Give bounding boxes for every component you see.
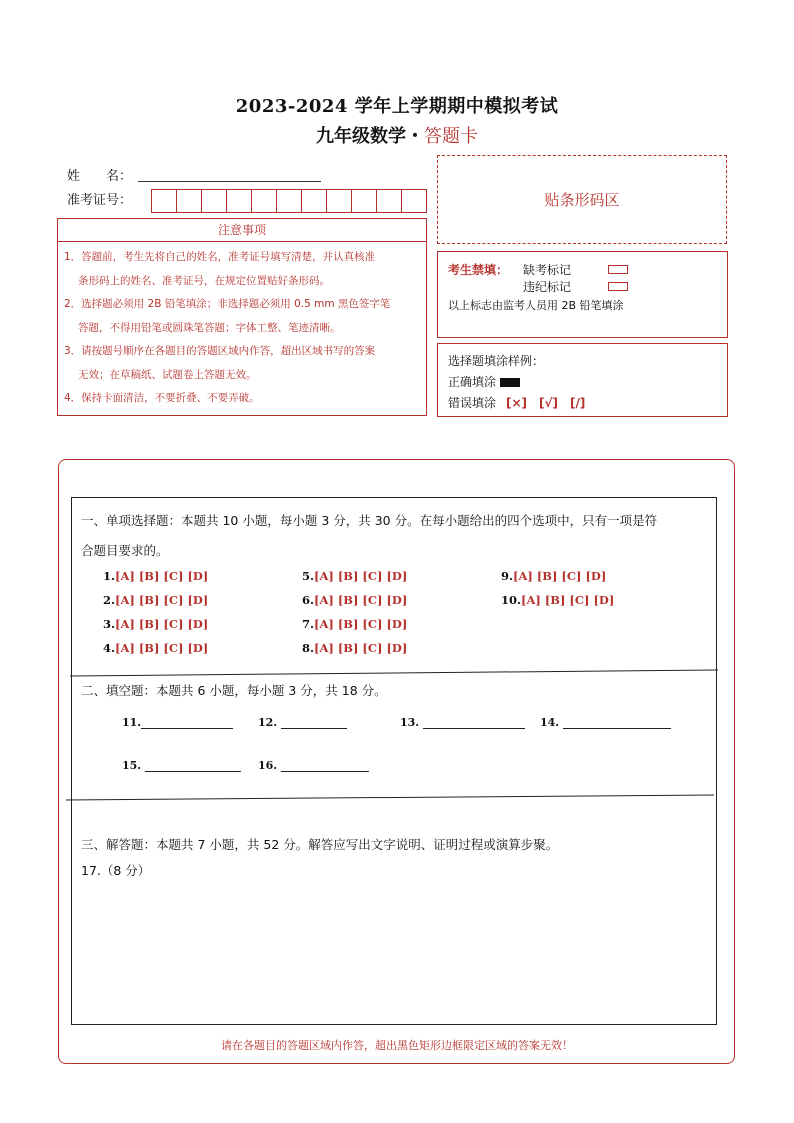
- blank-q12[interactable]: 12.: [258, 716, 347, 729]
- id-box[interactable]: [151, 189, 177, 213]
- sample-correct: [448, 373, 520, 390]
- sample-title: 选择题填涂样例：: [448, 354, 545, 368]
- notice-box: [57, 241, 427, 416]
- notice-item-cont: 无效；在草稿纸、试题卷上答题无效。: [78, 368, 257, 381]
- notice-item: 4．保持卡面清洁，不要折叠、不要弄破。: [64, 392, 260, 404]
- id-box[interactable]: [276, 189, 302, 213]
- notice-item: 1．答题前，考生先将自己的姓名，准考证号填写清楚，并认真核准: [64, 251, 376, 263]
- sample-wrong-label: 错误填涂: [448, 396, 497, 410]
- notice-item-cont: 答题，不得用铅笔或圆珠笔答题；字体工整、笔迹清晰。: [78, 321, 341, 334]
- answer-space-q17[interactable]: [72, 880, 716, 1022]
- sample-box: [437, 343, 728, 417]
- absent-label: 缺考标记: [523, 263, 572, 277]
- notice-heading: 注意事项: [57, 218, 427, 242]
- name-field[interactable]: [138, 180, 321, 182]
- blank-q15[interactable]: 15.: [122, 759, 241, 772]
- id-label: 准考证号：: [67, 193, 133, 208]
- notice-item: 3．请按题号顺序在各题目的答题区域内作答，超出区域书写的答案: [64, 345, 376, 357]
- choice-q4[interactable]: 4.[A] [B] [C] [D]: [103, 641, 209, 655]
- id-box[interactable]: [201, 189, 227, 213]
- prohibit-title: 考生禁填：: [448, 263, 509, 277]
- question-17-label: 17.（8 分）: [81, 863, 151, 878]
- id-box[interactable]: [376, 189, 402, 213]
- answer-line[interactable]: [281, 759, 369, 772]
- id-box[interactable]: [326, 189, 352, 213]
- id-box[interactable]: [251, 189, 277, 213]
- answer-line[interactable]: [145, 759, 241, 772]
- blank-q11[interactable]: 11.: [122, 716, 233, 729]
- sample-wrong: [448, 394, 585, 411]
- choice-q3[interactable]: 3.[A] [B] [C] [D]: [103, 617, 209, 631]
- sample-wrong-marks: [×] [√] [/]: [506, 396, 586, 410]
- section2-heading: 二、填空题：本题共 6 小题，每小题 3 分，共 18 分。: [81, 683, 387, 698]
- page-subtitle: [0, 122, 794, 148]
- answer-line[interactable]: [563, 716, 671, 729]
- prohibit-note: 以上标志由监考人员用 2B 铅笔填涂: [448, 299, 624, 312]
- choice-q8[interactable]: 8.[A] [B] [C] [D]: [302, 641, 408, 655]
- id-box[interactable]: [401, 189, 427, 213]
- subtitle-card: 答题卡: [424, 126, 478, 147]
- section-divider: [66, 790, 716, 804]
- sample-correct-label: 正确填涂: [448, 375, 497, 389]
- id-box[interactable]: [226, 189, 252, 213]
- section-divider: [70, 664, 720, 678]
- notice-item-cont: 条形码上的姓名、准考证号，在规定位置贴好条形码。: [78, 274, 330, 287]
- blank-q14[interactable]: 14.: [540, 716, 671, 729]
- section1-instruction: 一、单项选择题：本题共 10 小题，每小题 3 分，共 30 分。在每小题给出的四个选项中，只有一项是符: [81, 513, 658, 528]
- absent-mark-box[interactable]: [608, 265, 628, 274]
- violation-mark-box[interactable]: [608, 282, 628, 291]
- subtitle-subject: 九年级数学・: [316, 126, 424, 147]
- choice-q9[interactable]: 9.[A] [B] [C] [D]: [501, 569, 607, 583]
- choice-q2[interactable]: 2.[A] [B] [C] [D]: [103, 593, 209, 607]
- footer-warning: 请在各题目的答题区域内作答，超出黑色矩形边框限定区域的答案无效！: [221, 1039, 573, 1052]
- blank-q13[interactable]: 13.: [400, 716, 525, 729]
- violation-label: 违纪标记: [523, 280, 572, 294]
- choice-q1[interactable]: 1.[A] [B] [C] [D]: [103, 569, 209, 583]
- filled-mark-icon: [500, 378, 520, 387]
- answer-line[interactable]: [141, 716, 233, 729]
- section3-heading: 三、解答题：本题共 7 小题，共 52 分。解答应写出文字说明、证明过程或演算步聚。: [81, 837, 559, 852]
- answer-line[interactable]: [423, 716, 525, 729]
- id-box[interactable]: [176, 189, 202, 213]
- id-box[interactable]: [301, 189, 327, 213]
- id-boxes[interactable]: [152, 189, 427, 213]
- barcode-label: 贴条形码区: [544, 191, 620, 209]
- blank-q16[interactable]: 16.: [258, 759, 369, 772]
- choice-q5[interactable]: 5.[A] [B] [C] [D]: [302, 569, 408, 583]
- page-title: 2023-2024 学年上学期期中模拟考试: [235, 96, 559, 117]
- choice-q10[interactable]: 10.[A] [B] [C] [D]: [501, 593, 615, 607]
- choice-q7[interactable]: 7.[A] [B] [C] [D]: [302, 617, 408, 631]
- name-label: 姓 名：: [67, 169, 133, 184]
- barcode-area: [437, 155, 727, 244]
- notice-item: 2．选择题必须用 2B 铅笔填涂；非选择题必须用 0.5 mm 黑色签字笔: [64, 298, 391, 310]
- prohibit-box: [437, 251, 728, 338]
- section1-instruction-cont: 合题目要求的。: [81, 543, 169, 558]
- choice-q6[interactable]: 6.[A] [B] [C] [D]: [302, 593, 408, 607]
- answer-line[interactable]: [281, 716, 347, 729]
- id-box[interactable]: [351, 189, 377, 213]
